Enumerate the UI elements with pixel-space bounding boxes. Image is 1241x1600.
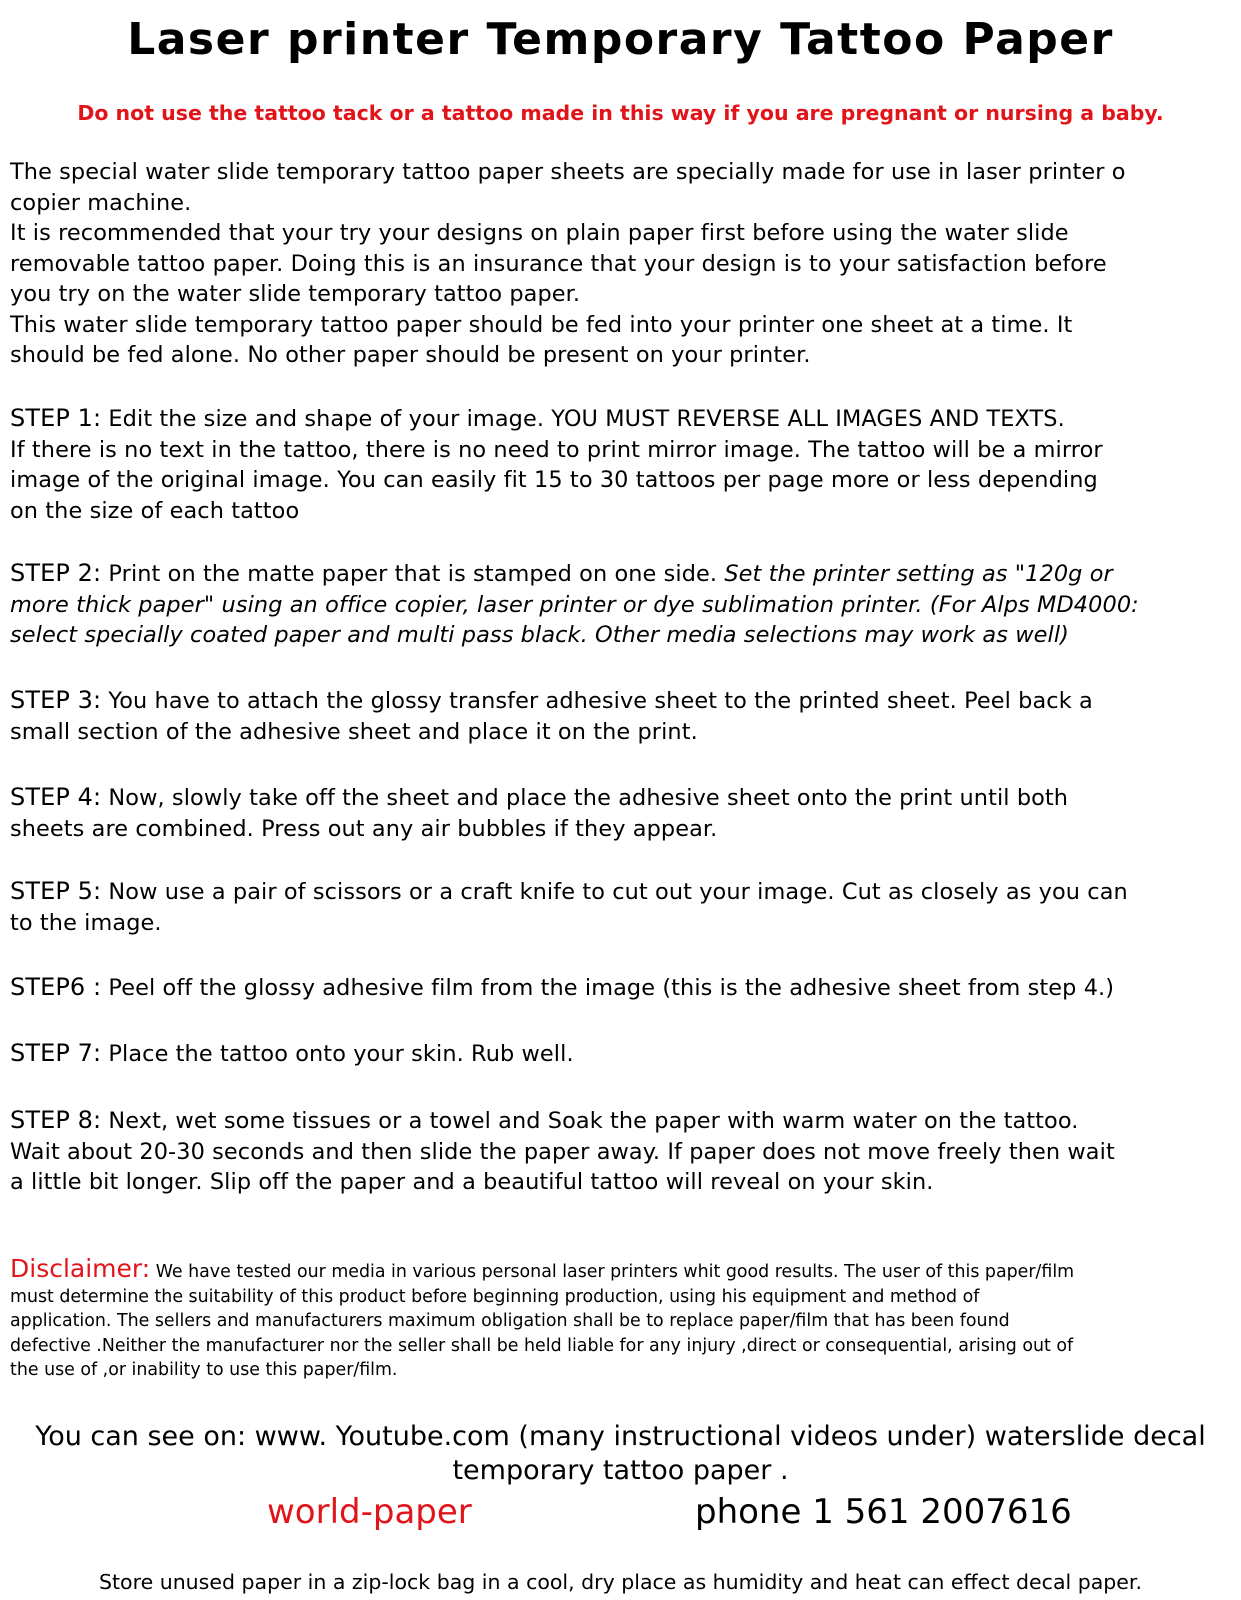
step-6 xyxy=(10,972,1225,1004)
disclaimer-text: application. The sellers and manufacturers maximum obligation shall be to replace paper/film that has been found xyxy=(10,1311,1010,1331)
youtube-line: You can see on: www. Youtube.com (many instructional videos under) waterslide decal xyxy=(35,1421,1206,1452)
step-text: a little bit longer. Slip off the paper and a beautiful tattoo will reveal on your skin. xyxy=(10,1169,934,1195)
brand-name: world-paper xyxy=(267,1492,472,1532)
phone-number: phone 1 561 2007616 xyxy=(695,1492,1072,1532)
step-1 xyxy=(10,403,1225,526)
step-text: Print on the matte paper that is stamped on one side. xyxy=(101,561,725,587)
step-label: STEP 1: xyxy=(10,404,102,432)
step-text: Next, wet some tissues or a towel and Soak the paper with warm water on the tattoo. xyxy=(101,1108,1079,1134)
disclaimer-text: the use of ,or inability to use this paper/film. xyxy=(10,1360,398,1380)
step-label: STEP6 : xyxy=(10,973,102,1001)
step-text: If there is no text in the tattoo, there is no need to print mirror image. The tattoo will be a mirror xyxy=(10,436,1103,463)
intro-paragraph xyxy=(10,157,1225,371)
youtube-note xyxy=(0,1420,1241,1488)
step-text-italic: select specially coated paper and multi pass black. Other media selections may work as well) xyxy=(10,622,1069,648)
disclaimer-text: We have tested our media in various personal laser printers whit good results. The user of this paper/film xyxy=(150,1262,1075,1282)
intro-line: should be fed alone. No other paper should be present on your printer. xyxy=(10,342,811,368)
storage-note: Store unused paper in a zip-lock bag in a cool, dry place as humidity and heat can effect decal paper. xyxy=(99,1570,1142,1594)
step-4 xyxy=(10,782,1225,844)
intro-line: The special water slide temporary tattoo paper sheets are specially made for use in laser printer o xyxy=(10,159,1126,185)
step-7 xyxy=(10,1038,1225,1070)
step-text: image of the original image. You can easily fit 15 to 30 tattoos per page more or less depending xyxy=(10,467,1098,493)
disclaimer-label: Disclaimer: xyxy=(10,1254,151,1283)
step-text: on the size of each tattoo xyxy=(10,497,300,524)
pregnancy-warning: Do not use the tattoo tack or a tattoo made in this way if you are pregnant or nursing a baby. xyxy=(77,101,1164,125)
step-label: STEP 5: xyxy=(10,877,102,905)
step-text: Wait about 20-30 seconds and then slide the paper away. If paper does not move freely then wait xyxy=(10,1138,1115,1165)
step-text: to the image. xyxy=(10,909,162,936)
step-5 xyxy=(10,876,1225,938)
step-text-italic: more thick paper" using an office copier, laser printer or dye sublimation printer. (For Alps MD4000: xyxy=(10,591,1139,618)
step-8 xyxy=(10,1105,1225,1198)
step-2 xyxy=(10,558,1225,651)
intro-line: It is recommended that your try your designs on plain paper first before using the water slide xyxy=(10,220,1069,246)
step-label: STEP 3: xyxy=(10,686,102,714)
step-text: sheets are combined. Press out any air bubbles if they appear. xyxy=(10,815,718,842)
step-label: STEP 2: xyxy=(10,559,102,587)
intro-line: you try on the water slide temporary tattoo paper. xyxy=(10,281,581,307)
step-text: Place the tattoo onto your skin. Rub well. xyxy=(101,1041,574,1067)
step-3 xyxy=(10,685,1225,747)
step-text-italic: Set the printer setting as "120g or xyxy=(724,561,1113,587)
step-text: Now, slowly take off the sheet and place the adhesive sheet onto the print until both xyxy=(101,785,1069,811)
step-text: Now use a pair of scissors or a craft knife to cut out your image. Cut as closely as you can xyxy=(101,879,1128,905)
disclaimer xyxy=(10,1254,1225,1383)
intro-line: removable tattoo paper. Doing this is an insurance that your design is to your satisfaction before xyxy=(10,250,1107,277)
step-text: You have to attach the glossy transfer adhesive sheet to the printed sheet. Peel back a xyxy=(101,688,1093,714)
step-label: STEP 4: xyxy=(10,783,102,811)
intro-line: This water slide temporary tattoo paper should be fed into your printer one sheet at a time. It xyxy=(10,311,1073,338)
step-text: Edit the size and shape of your image. YOU MUST REVERSE ALL IMAGES AND TEXTS. xyxy=(101,406,1065,432)
step-label: STEP 7: xyxy=(10,1039,102,1067)
step-text: small section of the adhesive sheet and place it on the print. xyxy=(10,718,698,745)
disclaimer-text: must determine the suitability of this product before beginning production, using his equipment and method of xyxy=(10,1286,980,1307)
step-text: Peel off the glossy adhesive film from the image (this is the adhesive sheet from step 4.) xyxy=(101,975,1115,1001)
page-title: Laser printer Temporary Tattoo Paper xyxy=(127,14,1114,65)
intro-line: copier machine. xyxy=(10,189,192,216)
disclaimer-text: defective .Neither the manufacturer nor the seller shall be held liable for any injury ,direct or consequential, arising out of xyxy=(10,1335,1074,1356)
youtube-line: temporary tattoo paper . xyxy=(452,1455,789,1486)
step-label: STEP 8: xyxy=(10,1106,102,1134)
